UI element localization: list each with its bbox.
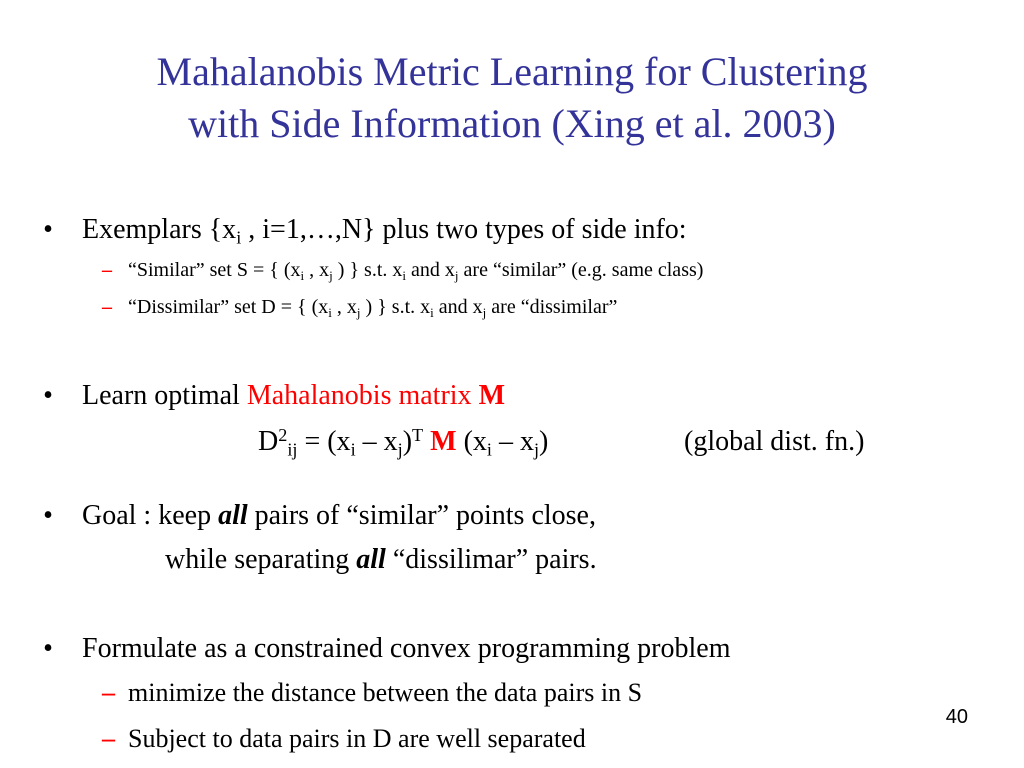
title-line-2: with Side Information (Xing et al. 2003) bbox=[188, 101, 836, 146]
sub-bullet-4-2-marker: – bbox=[102, 724, 115, 753]
bullet-4-marker: • bbox=[43, 633, 53, 664]
sub-bullet-4-1-text: minimize the distance between the data pairs in S bbox=[128, 678, 643, 707]
bullet-2-text: Learn optimal Mahalanobis matrix M bbox=[82, 380, 505, 411]
distance-formula: $D^2_{ij} = (x_i - x_j)^T$ M $(x_i - x_j)$ bbox=[258, 424, 549, 460]
bullet-2-marker: • bbox=[43, 380, 53, 411]
bullet-3-continuation: while separating all “dissilimar” pairs. bbox=[165, 544, 597, 575]
sub-bullet-1-2-text: “Dissimilar” set D = { ($x_i$ , $x_j$ ) } s.t. $x_i$ and $x_j$ are “dissimilar” bbox=[128, 296, 618, 320]
sub-bullet-4-2-text: Subject to data pairs in D are well separated bbox=[128, 724, 586, 753]
sub-bullet-1-1-text: “Similar” set S = { ($x_i$ , $x_j$ ) } s.t. $x_i$ and $x_j$ are “similar” (e.g. same class) bbox=[128, 259, 704, 283]
bullet-1-text: Exemplars {$x_i$ , i=1,…,N} plus two types of side info: bbox=[82, 214, 687, 248]
page-number: 40 bbox=[945, 706, 968, 728]
bullet-3-marker: • bbox=[43, 500, 53, 531]
sub-bullet-1-1-marker: – bbox=[102, 259, 112, 281]
formula-note: (global dist. fn.) bbox=[684, 426, 865, 457]
sub-bullet-1-2-marker: – bbox=[102, 296, 112, 318]
slide-title bbox=[40, 46, 984, 150]
bullet-4-text: Formulate as a constrained convex programming problem bbox=[82, 633, 731, 664]
title-line-1: Mahalanobis Metric Learning for Clustering bbox=[156, 49, 868, 94]
sub-bullet-4-1-marker: – bbox=[102, 678, 115, 707]
bullet-1-marker: • bbox=[43, 214, 53, 245]
bullet-3-text: Goal : keep all pairs of “similar” points close, bbox=[82, 500, 596, 531]
